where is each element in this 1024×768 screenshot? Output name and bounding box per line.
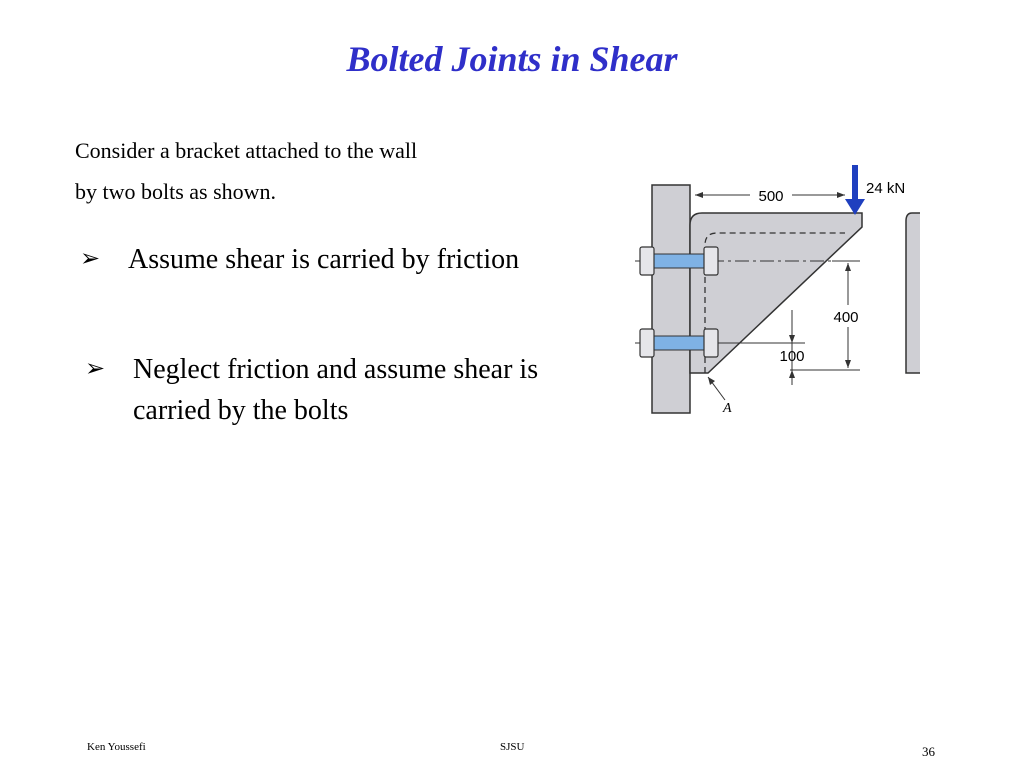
slide-number: 36 xyxy=(922,744,935,759)
intro-text xyxy=(75,130,545,212)
slide-title: Bolted Joints in Shear xyxy=(346,39,678,79)
footer-author: Ken Youssefi xyxy=(87,741,146,753)
dim-label-top: 500 xyxy=(758,188,784,205)
wall xyxy=(652,185,690,413)
bullet-text: Assume shear is carried by friction xyxy=(128,244,520,275)
dim-arrowhead xyxy=(695,192,703,198)
intro-line-2: by two bolts as shown. xyxy=(75,179,277,204)
footer-org: SJSU xyxy=(500,741,525,753)
load-label: 24 kN xyxy=(866,180,906,197)
dim-label-right: 400 xyxy=(833,309,859,326)
bracket-side-view xyxy=(906,213,920,373)
arrow-bullet-icon: ➢ xyxy=(80,246,101,272)
arrow-bullet-icon: ➢ xyxy=(85,356,106,382)
dim-label-small: 100 xyxy=(779,348,805,365)
intro-line-1: Consider a bracket attached to the wall xyxy=(75,138,418,163)
bracket-diagram xyxy=(600,155,920,425)
dim-arrowhead xyxy=(837,192,845,198)
point-a-label: A xyxy=(723,401,732,416)
bullet-text: Neglect friction and assume shear is carried by the bolts xyxy=(133,354,539,426)
